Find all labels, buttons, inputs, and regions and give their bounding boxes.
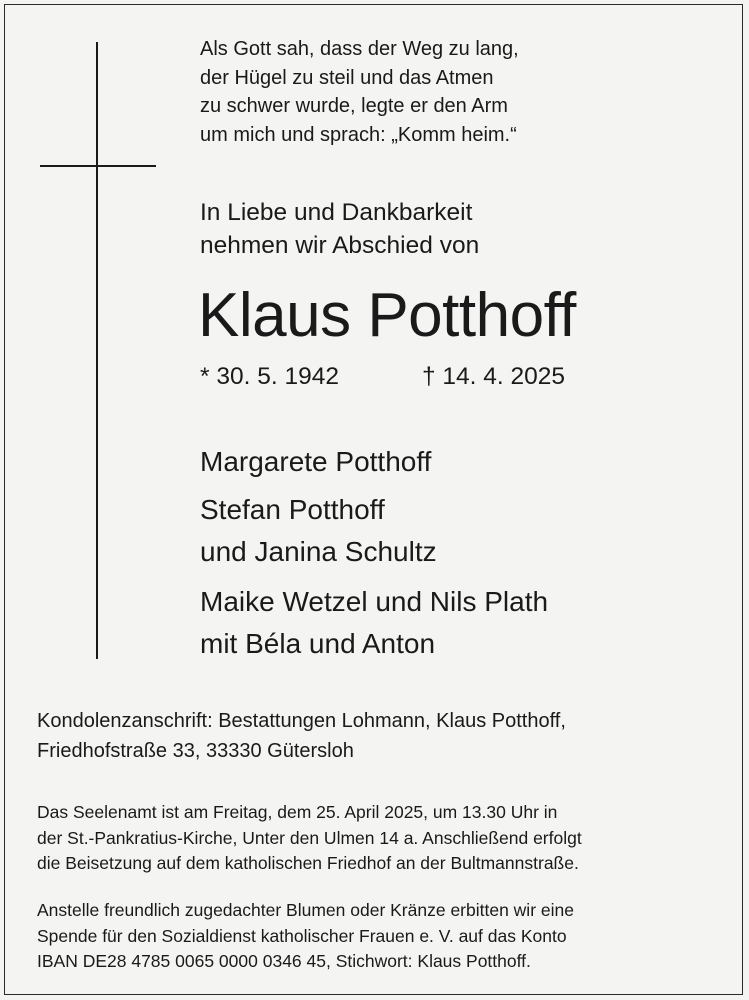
poem-line: der Hügel zu steil und das Atmen xyxy=(200,66,494,89)
poem-line: Als Gott sah, dass der Weg zu lang, xyxy=(200,38,519,60)
service-line: die Beisetzung auf dem katholischen Friedhof an der Bultmannstraße. xyxy=(37,853,579,873)
poem xyxy=(200,35,519,149)
mourner-name: Stefan Potthoff xyxy=(200,494,385,525)
cross-icon-vertical-bar xyxy=(96,42,98,659)
donation-notice xyxy=(37,898,574,975)
deceased-name: Klaus Potthoff xyxy=(198,281,576,350)
service-line: Das Seelenamt ist am Freitag, dem 25. April 2025, um 13.30 Uhr in xyxy=(37,802,558,822)
intro-line: nehmen wir Abschied von xyxy=(200,232,480,259)
service-notice xyxy=(37,800,582,877)
service-line: der St.-Pankratius-Kirche, Unter den Ulmen 14 a. Anschließend erfolgt xyxy=(37,827,582,848)
donation-line: IBAN DE28 4785 0065 0000 0346 45, Stichwort: Klaus Potthoff. xyxy=(37,951,531,971)
address-line: Friedhofstraße 33, 33330 Gütersloh xyxy=(37,740,354,762)
poem-line: zu schwer wurde, legte er den Arm xyxy=(200,95,508,117)
condolence-address xyxy=(37,706,566,766)
poem-line: um mich und sprach: „Komm heim.“ xyxy=(200,123,517,146)
donation-line: Spende für den Sozialdienst katholischer Frauen e. V. auf das Konto xyxy=(37,925,567,946)
address-line: Kondolenzanschrift: Bestattungen Lohmann, Klaus Potthoff, xyxy=(37,710,566,732)
intro-text xyxy=(200,196,479,262)
cross-icon-horizontal-bar xyxy=(40,165,156,167)
mourner-name: mit Béla und Anton xyxy=(200,628,436,659)
mourner-name: Maike Wetzel und Nils Plath xyxy=(200,586,549,617)
birth-date: * 30. 5. 1942 xyxy=(200,363,339,390)
intro-line: In Liebe und Dankbarkeit xyxy=(200,199,473,226)
mourner-name: und Janina Schultz xyxy=(200,536,437,567)
donation-line: Anstelle freundlich zugedachter Blumen oder Kränze erbitten wir eine xyxy=(37,900,574,920)
death-date: † 14. 4. 2025 xyxy=(422,363,566,390)
mourner-name: Margarete Potthoff xyxy=(200,446,432,477)
